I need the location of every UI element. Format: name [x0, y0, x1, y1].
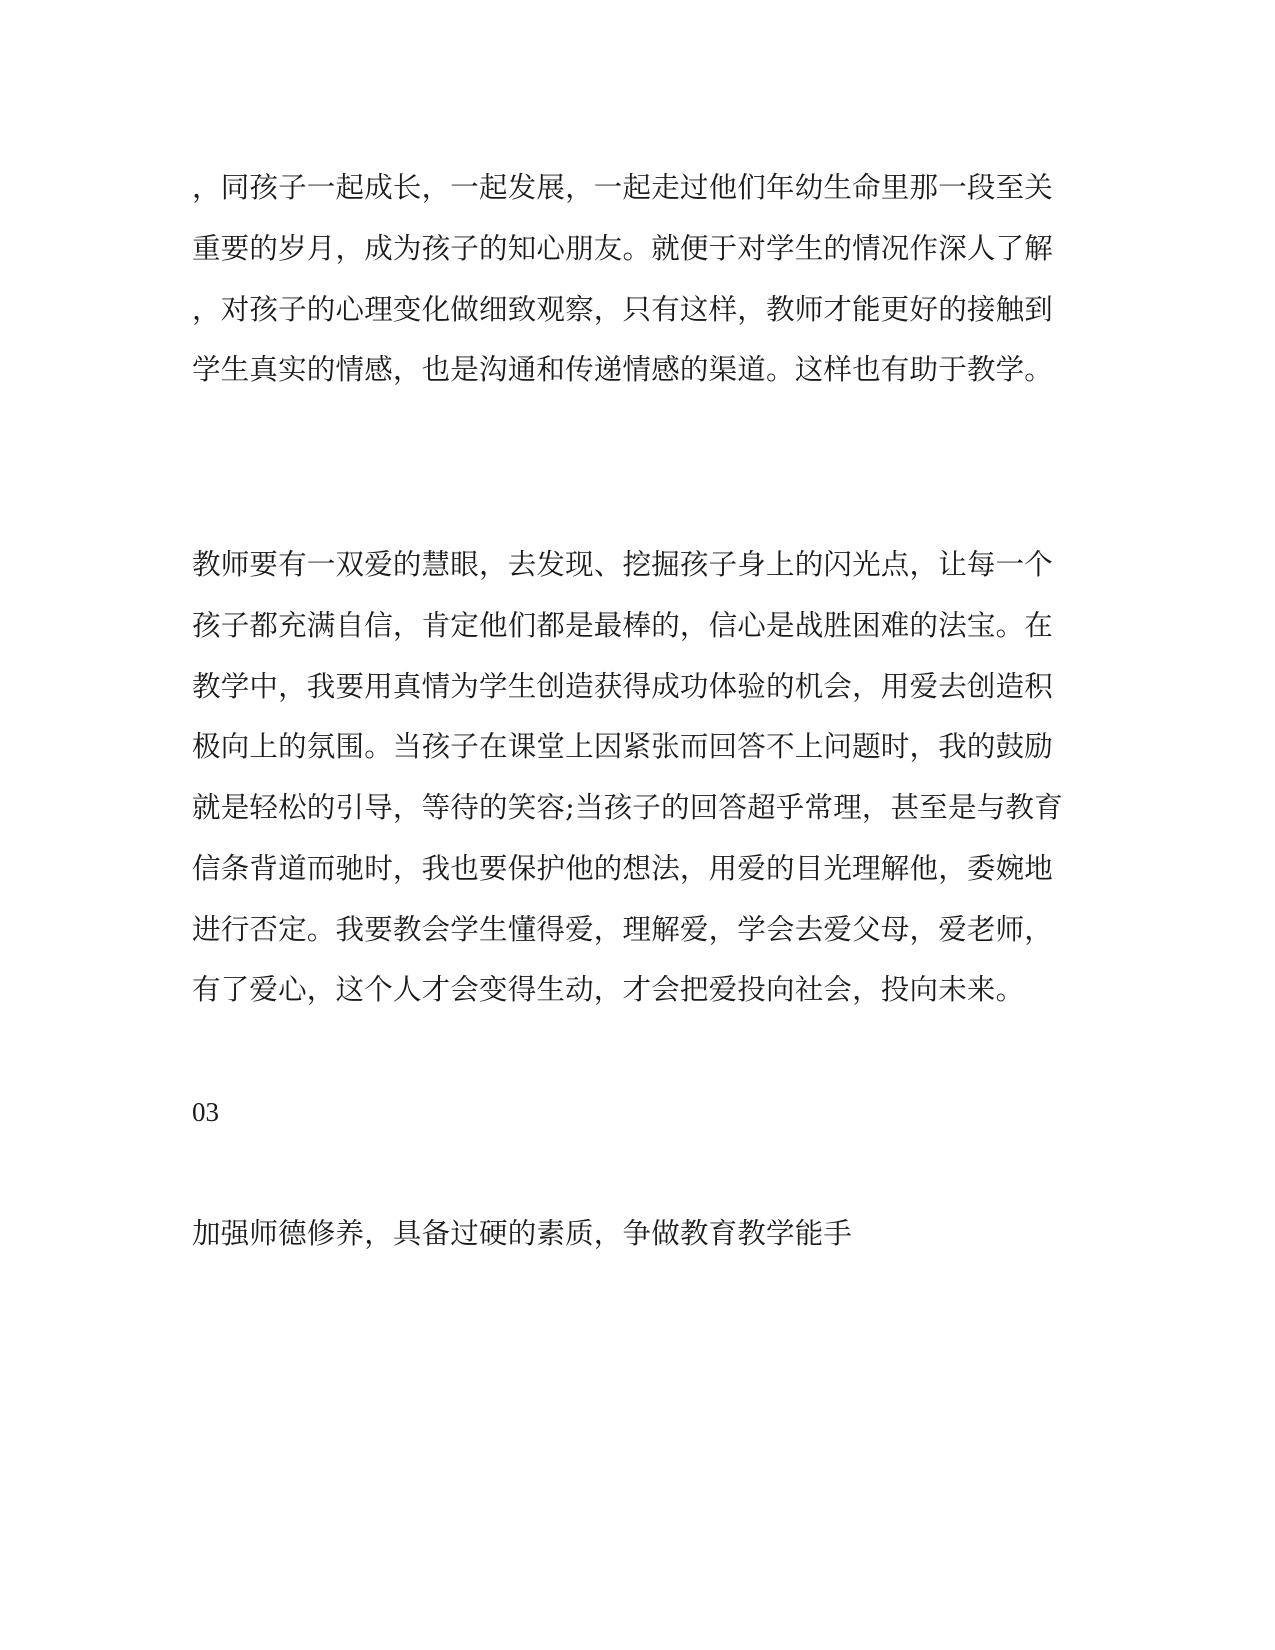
paragraph-line: 学生真实的情感，也是沟通和传递情感的渠道。这样也有助于教学。: [192, 353, 1054, 386]
paragraph-line: 进行否定。我要教会学生懂得爱，理解爱，学会去爱父母，爱老师，: [192, 913, 1054, 946]
paragraph-line: 教师要有一双爱的慧眼，去发现、挖掘孩子身上的闪光点，让每一个: [192, 548, 1054, 581]
paragraph-line: 极向上的氛围。当孩子在课堂上因紧张而回答不上问题时，我的鼓励: [192, 730, 1054, 763]
section-number: 03: [192, 1097, 219, 1127]
paragraph-line: 孩子都充满自信，肯定他们都是最棒的，信心是战胜困难的法宝。在: [192, 609, 1054, 642]
paragraph-line: ，同孩子一起成长，一起发展，一起走过他们年幼生命里那一段至关: [192, 171, 1054, 204]
paragraph-line: 重要的岁月，成为孩子的知心朋友。就便于对学生的情况作深人了解: [192, 232, 1054, 265]
section-heading: 加强师德修养，具备过硬的素质，争做教育教学能手: [192, 1217, 853, 1250]
paragraph-line: ，对孩子的心理变化做细致观察，只有这样，教师才能更好的接触到: [192, 293, 1054, 326]
paragraph-line: 教学中，我要用真情为学生创造获得成功体验的机会，用爱去创造积: [192, 670, 1054, 703]
paragraph-line: 信条背道而驰时，我也要保护他的想法，用爱的目光理解他，委婉地: [192, 852, 1054, 885]
paragraph-line: 有了爱心，这个人才会变得生动，才会把爱投向社会，投向未来。: [192, 973, 1025, 1006]
paragraph-line: 就是轻松的引导，等待的笑容;当孩子的回答超乎常理，甚至是与教育: [192, 791, 1063, 824]
